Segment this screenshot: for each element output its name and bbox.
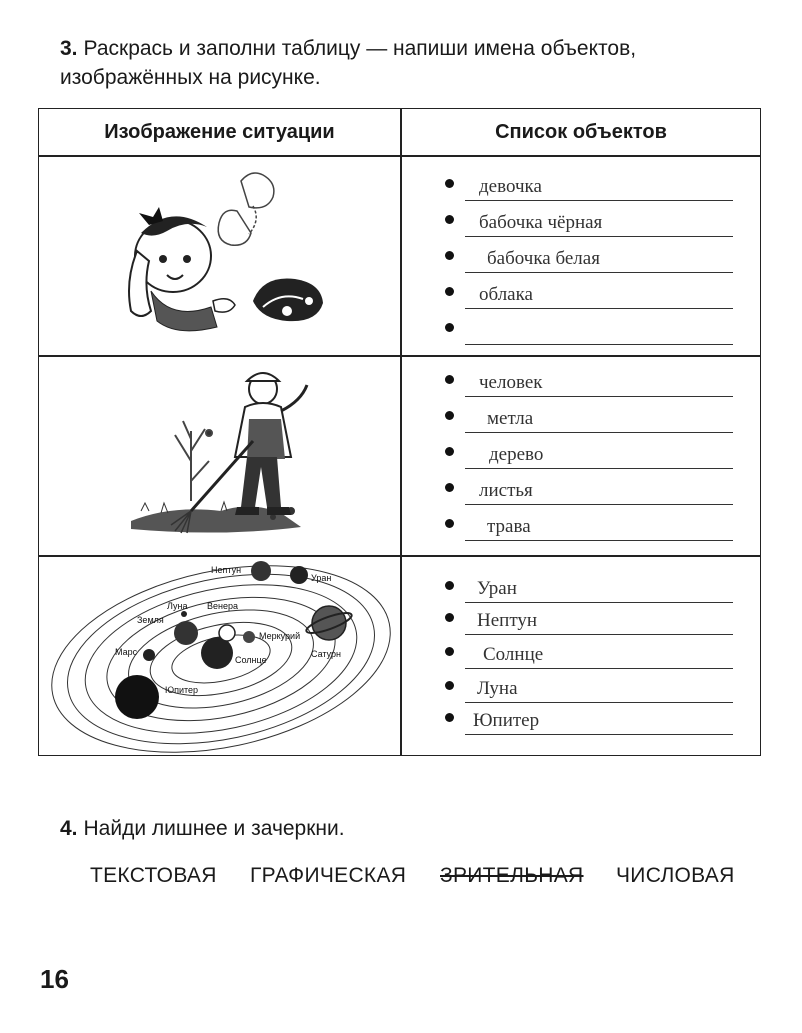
bullet-icon — [445, 447, 454, 456]
uranus-planet — [290, 566, 308, 584]
uranus-label: Уран — [311, 573, 332, 583]
bullet-icon — [445, 375, 454, 384]
answer-line[interactable] — [465, 540, 733, 541]
object-name: Уран — [477, 578, 517, 599]
task-3-text: Раскрась и заполни таблицу — напиши имена объектов, изображённых на рисунке. — [60, 37, 637, 89]
venus-label: Венера — [207, 601, 238, 611]
man-sweeping-picture — [41, 361, 397, 551]
object-name: человек — [479, 372, 543, 393]
earth-label: Земля — [137, 615, 164, 625]
object-name: дерево — [489, 444, 544, 465]
task-3-heading — [60, 34, 780, 92]
task-4-number: 4. — [60, 817, 78, 840]
object-name: девочка — [479, 176, 542, 197]
task-4-text: Найди лишнее и зачеркни. — [83, 817, 345, 840]
venus-planet — [219, 625, 235, 641]
list-item — [401, 237, 761, 273]
bullet-icon — [445, 215, 454, 224]
saturn-planet — [312, 606, 346, 640]
table-divider — [39, 355, 760, 357]
jupiter-label: Юпитер — [165, 685, 199, 695]
girl-butterflies-picture — [41, 161, 397, 351]
object-name: Нептун — [477, 610, 538, 631]
object-name: Луна — [477, 678, 518, 699]
black-butterfly — [253, 278, 323, 321]
list-item — [401, 633, 761, 669]
list-item — [401, 567, 761, 603]
object-name: Солнце — [483, 644, 544, 665]
object-name: облака — [479, 284, 533, 305]
bullet-icon — [445, 713, 454, 722]
list-item — [401, 433, 761, 469]
answer-line[interactable] — [465, 344, 733, 345]
list-item — [401, 397, 761, 433]
table-divider — [39, 155, 760, 157]
list-item — [401, 361, 761, 397]
objects-table — [38, 108, 761, 756]
object-name: бабочка белая — [487, 248, 600, 269]
bullet-icon — [445, 581, 454, 590]
jupiter-planet — [115, 675, 159, 719]
moon-planet — [181, 611, 187, 617]
bullet-icon — [445, 287, 454, 296]
neptune-planet — [251, 561, 271, 581]
bullet-icon — [445, 647, 454, 656]
list-item — [401, 273, 761, 309]
sun-planet — [201, 637, 233, 669]
object-name: Юпитер — [473, 710, 540, 731]
list-item — [401, 201, 761, 237]
list-item — [401, 165, 761, 201]
word-option[interactable]: ГРАФИЧЕСКАЯ — [250, 864, 407, 887]
earth-planet — [174, 621, 198, 645]
mercury-planet — [243, 631, 255, 643]
bullet-icon — [445, 323, 454, 332]
list-item — [401, 599, 761, 635]
sun-label: Солнце — [235, 655, 267, 665]
bullet-icon — [445, 411, 454, 420]
table-header-objects: Список объектов — [495, 121, 667, 143]
tree — [175, 421, 212, 501]
list-item — [401, 699, 761, 735]
object-name: метла — [487, 408, 534, 429]
bullet-icon — [445, 681, 454, 690]
bullet-icon — [445, 519, 454, 528]
neptune-label: Нептун — [211, 565, 242, 575]
bullet-icon — [445, 483, 454, 492]
bullet-icon — [445, 613, 454, 622]
list-item — [401, 505, 761, 541]
list-item — [401, 469, 761, 505]
moon-label: Луна — [167, 601, 188, 611]
mars-planet — [143, 649, 155, 661]
table-header-situation: Изображение ситуации — [104, 121, 335, 143]
bullet-icon — [445, 251, 454, 260]
task-3-number: 3. — [60, 37, 78, 60]
table-divider — [39, 555, 760, 557]
word-option[interactable]: ЧИСЛОВАЯ — [616, 864, 735, 887]
answer-line[interactable] — [465, 734, 733, 735]
mars-label: Марс — [115, 647, 138, 657]
solar-system-picture — [41, 559, 397, 753]
object-name: бабочка чёрная — [479, 212, 603, 233]
object-name: листья — [479, 480, 533, 501]
bullet-icon — [445, 179, 454, 188]
object-name: трава — [487, 516, 531, 537]
white-butterfly — [218, 173, 274, 245]
page-number: 16 — [40, 964, 69, 994]
list-item — [401, 309, 761, 345]
word-option-crossed-out[interactable]: ЗРИТЕЛЬНАЯ — [440, 864, 584, 887]
word-option[interactable]: ТЕКСТОВАЯ — [90, 864, 217, 887]
list-item — [401, 667, 761, 703]
mercury-label: Меркурий — [259, 631, 301, 641]
task-4-heading — [60, 817, 345, 841]
saturn-label: Сатурн — [311, 649, 342, 659]
